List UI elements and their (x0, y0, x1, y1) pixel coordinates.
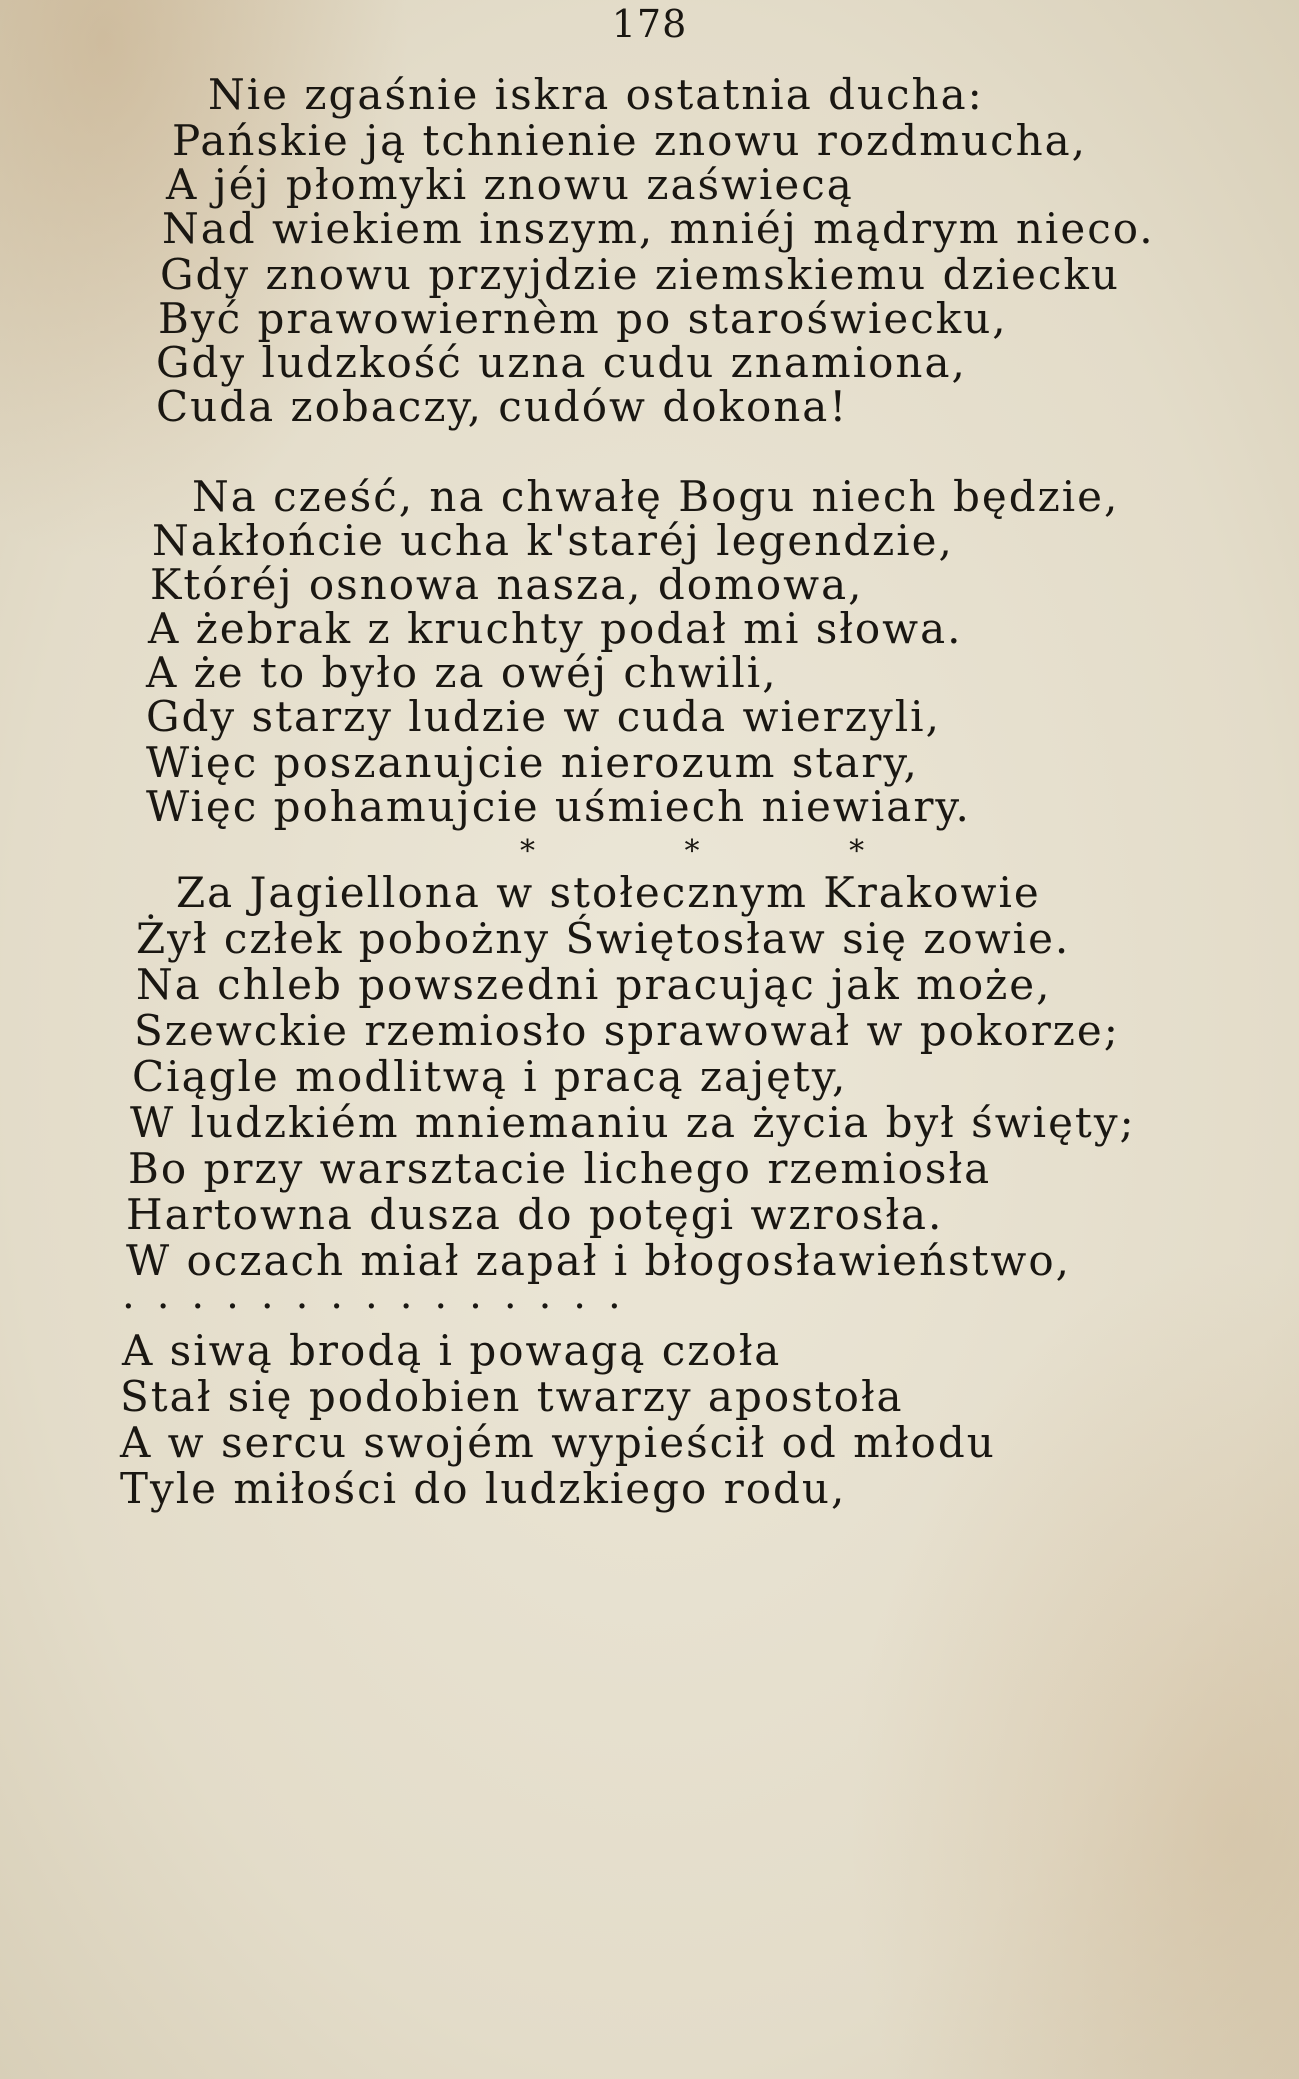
poem-line: Być prawowiernèm po staroświecku, (158, 294, 1008, 343)
poem-line: Stał się podobien twarzy apostoła (120, 1372, 904, 1421)
poem-line: A siwą brodą i powagą czoła (122, 1326, 782, 1375)
poem-line: Na chleb powszedni pracując jak może, (136, 960, 1052, 1009)
poem-line: W ludzkiém mniemaniu za życia był święty; (130, 1098, 1136, 1147)
poem-line: W oczach miał zapał i błogosławieństwo, (126, 1236, 1072, 1285)
omission-dots: ............... (122, 1272, 643, 1318)
poem-line: A w sercu swojém wypieścił od młodu (120, 1418, 996, 1467)
poem-line: Więc pohamujcie uśmiech niewiary. (146, 782, 971, 831)
poem-line: Na cześć, na chwałę Bogu niech będzie, (192, 472, 1120, 521)
poem-line: Gdy starzy ludzie w cuda wierzyli, (146, 692, 941, 741)
section-separator: * * * (520, 834, 935, 869)
page-number: 178 (611, 2, 688, 46)
poem-line: Pańskie ją tchnienie znowu rozdmucha, (172, 116, 1088, 165)
poem-line: Więc poszanujcie nierozum stary, (146, 738, 919, 787)
poem-line: Któréj osnowa nasza, domowa, (150, 560, 864, 609)
poem-line: Ciągle modlitwą i pracą zajęty, (132, 1052, 848, 1101)
poem-line: Szewckie rzemiosło sprawował w pokorze; (134, 1006, 1120, 1055)
poem-line: A jéj płomyki znowu zaświecą (166, 160, 854, 209)
poem-line: Bo przy warsztacie lichego rzemiosła (128, 1144, 992, 1193)
poem-line: Nie zgaśnie iskra ostatnia ducha: (208, 70, 984, 119)
poem-line: Za Jagiellona w stołecznym Krakowie (176, 868, 1041, 917)
poem-line: Gdy ludzkość uzna cudu znamiona, (156, 338, 967, 387)
poem-line: A że to było za owéj chwili, (146, 648, 778, 697)
poem-line: Żył człek pobożny Świętosław się zowie. (136, 914, 1071, 963)
poem-line: Gdy znowu przyjdzie ziemskiemu dziecku (160, 250, 1120, 299)
poem-line: Nakłońcie ucha k'staréj legendzie, (152, 516, 954, 565)
poem-line: Nad wiekiem inszym, mniéj mądrym nieco. (162, 204, 1155, 253)
poem-line: Cuda zobaczy, cudów dokona! (156, 382, 849, 431)
poem-line: Tyle miłości do ludzkiego rodu, (120, 1464, 847, 1513)
poem-line: Hartowna dusza do potęgi wzrosła. (126, 1190, 944, 1239)
poem-line: A żebrak z kruchty podał mi słowa. (148, 604, 963, 653)
